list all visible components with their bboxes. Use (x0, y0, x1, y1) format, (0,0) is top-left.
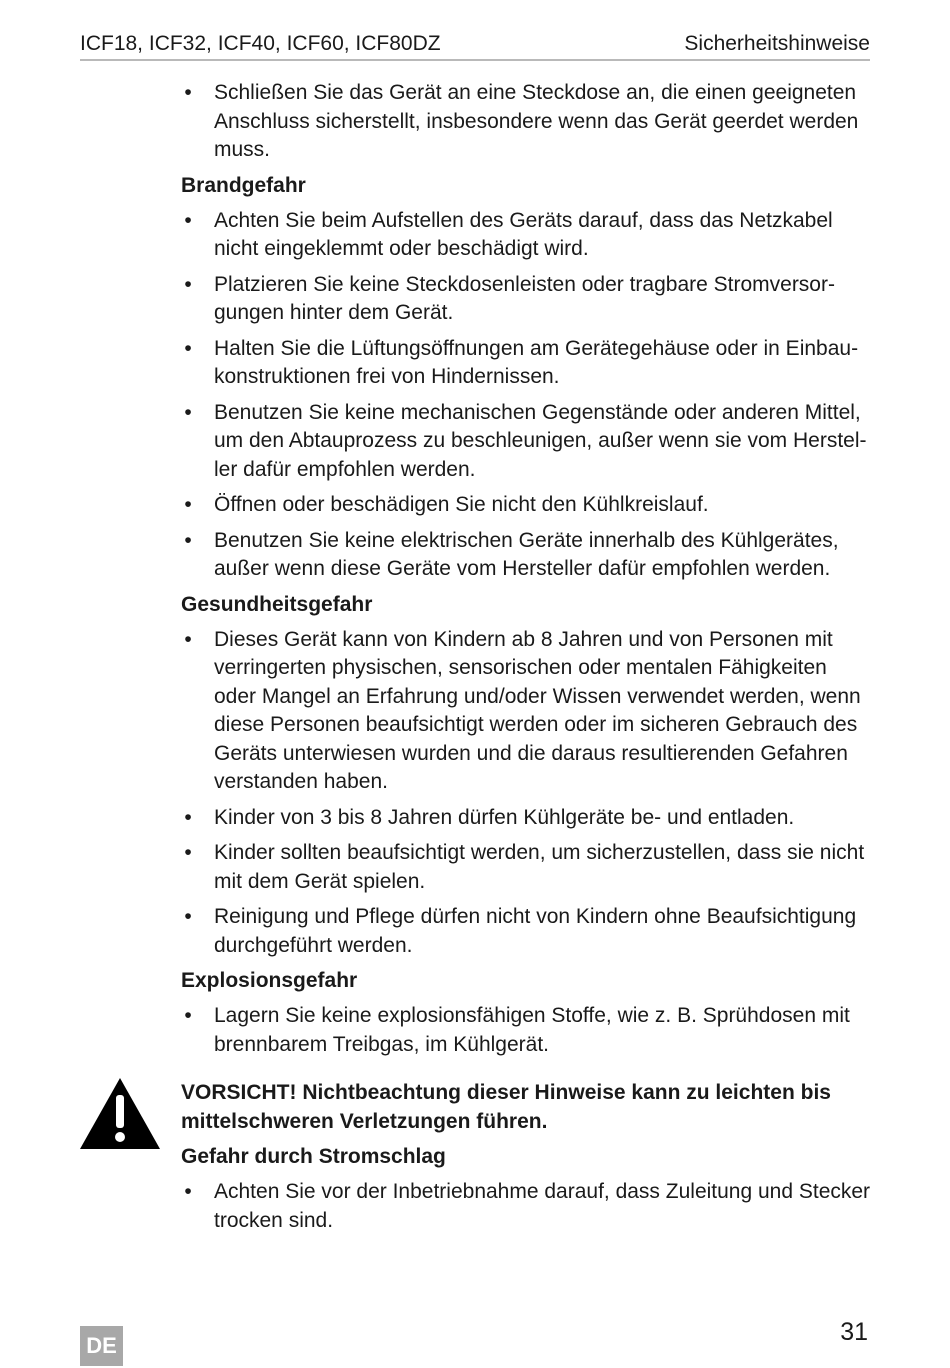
list-item (181, 903, 871, 960)
list-item (181, 1002, 871, 1059)
explosion-list (181, 1002, 871, 1059)
section-heading-electric-shock: Gefahr durch Stromschlag (181, 1145, 446, 1168)
list-item-text: Öffnen oder beschädigen Sie nicht den Kühlkreislauf. (214, 493, 709, 516)
bullet-icon: • (184, 905, 192, 928)
section-heading-health: Gesundheitsgefahr (181, 592, 373, 616)
caution-block (181, 1079, 871, 1235)
section-heading-explosion: Explosionsgefahr (181, 969, 358, 992)
list-item (181, 839, 871, 896)
health-list (181, 626, 871, 961)
list-item-text: Schließen Sie das Gerät an eine Steckdose an, die einen geeigneten Anschluss sicherstellt, insbesondere wenn das Gerät geerdet werden muss. (214, 81, 859, 161)
page-header (80, 30, 870, 58)
caution-title: VORSICHT! Nichtbeachtung dieser Hinweise kann zu leichten bis mittelschweren Verletzungen führen. (181, 1081, 831, 1133)
header-section: Sicherheitshinweise (684, 32, 870, 55)
list-item (181, 79, 871, 165)
bullet-icon: • (184, 1180, 192, 1203)
list-item (181, 527, 871, 584)
bullet-icon: • (184, 336, 192, 360)
bullet-icon: • (184, 841, 192, 864)
list-item-text: Achten Sie vor der Inbetriebnahme darauf, dass Zuleitung und Stecker trocken sind. (214, 1180, 871, 1232)
language-badge: DE (80, 1326, 123, 1366)
bullet-icon: • (184, 400, 192, 424)
bullet-icon: • (184, 493, 192, 516)
bullet-icon: • (184, 1004, 192, 1027)
bullet-icon: • (184, 208, 192, 232)
intro-list (181, 79, 871, 165)
list-item (181, 271, 871, 328)
list-item-text: Lagern Sie keine explosionsfähigen Stoffe, wie z. B. Sprühdosen mit brennbarem Treibgas, im Kühlgerät. (214, 1004, 850, 1056)
warning-triangle-icon (80, 1078, 160, 1150)
list-item-text: Kinder von 3 bis 8 Jahren dürfen Kühlgeräte be- und entladen. (214, 805, 795, 829)
page-content (181, 79, 871, 1242)
list-item-text: Kinder sollten beaufsichtigt werden, um sicherzustellen, dass sie nicht mit dem Gerät spielen. (214, 841, 865, 893)
list-item-text: Benutzen Sie keine mechanischen Gegenstände oder anderen Mittel, um den Abtauprozess zu beschleunigen, außer wenn sie vom Hersteller dafür empfohlen werden. (214, 400, 867, 481)
bullet-icon: • (184, 805, 192, 829)
list-item-text: Benutzen Sie keine elektrischen Geräte innerhalb des Kühlgerätes, außer wenn diese Geräte vom Hersteller dafür empfohlen werden. (214, 528, 839, 580)
list-item (181, 335, 871, 392)
fire-list (181, 207, 871, 584)
header-divider (80, 59, 870, 61)
list-item (181, 804, 871, 833)
list-item-text: Dieses Gerät kann von Kindern ab 8 Jahren und von Personen mit verringerten physischen, sensorischen oder mentalen Fähigkeiten oder Mangel an Erfahrung und/oder Wissen verwendet werden, wenn diese Personen beaufsichtigt werden oder im sicheren Gebrauch des Geräts unterwiesen wurden und die daraus resultierenden Gefahren verstanden haben. (214, 627, 861, 793)
list-item-text: Reinigung und Pflege dürfen nicht von Kindern ohne Beaufsichtigung durchgeführt werden. (214, 905, 857, 957)
list-item (181, 491, 871, 520)
list-item-text: Achten Sie beim Aufstellen des Geräts darauf, dass das Netzkabel nicht eingeklemmt oder beschädigt wird. (214, 208, 833, 260)
page-number: 31 (840, 1318, 868, 1346)
bullet-icon: • (184, 528, 192, 552)
list-item (181, 399, 871, 485)
list-item (181, 1178, 871, 1235)
bullet-icon: • (184, 81, 192, 104)
section-heading-fire: Brandgefahr (181, 173, 306, 197)
bullet-icon: • (184, 627, 192, 651)
bullet-icon: • (184, 272, 192, 296)
list-item-text: Halten Sie die Lüftungsöffnungen am Gerätegehäuse oder in Einbaukonstruktionen frei von Hindernissen. (214, 336, 859, 388)
list-item (181, 207, 871, 264)
header-models: ICF18, ICF32, ICF40, ICF60, ICF80DZ (80, 32, 441, 55)
list-item-text: Platzieren Sie keine Steckdosenleisten oder tragbare Stromversorgungen hinter dem Gerät. (214, 272, 835, 324)
electric-shock-list (181, 1178, 871, 1235)
list-item (181, 626, 871, 797)
